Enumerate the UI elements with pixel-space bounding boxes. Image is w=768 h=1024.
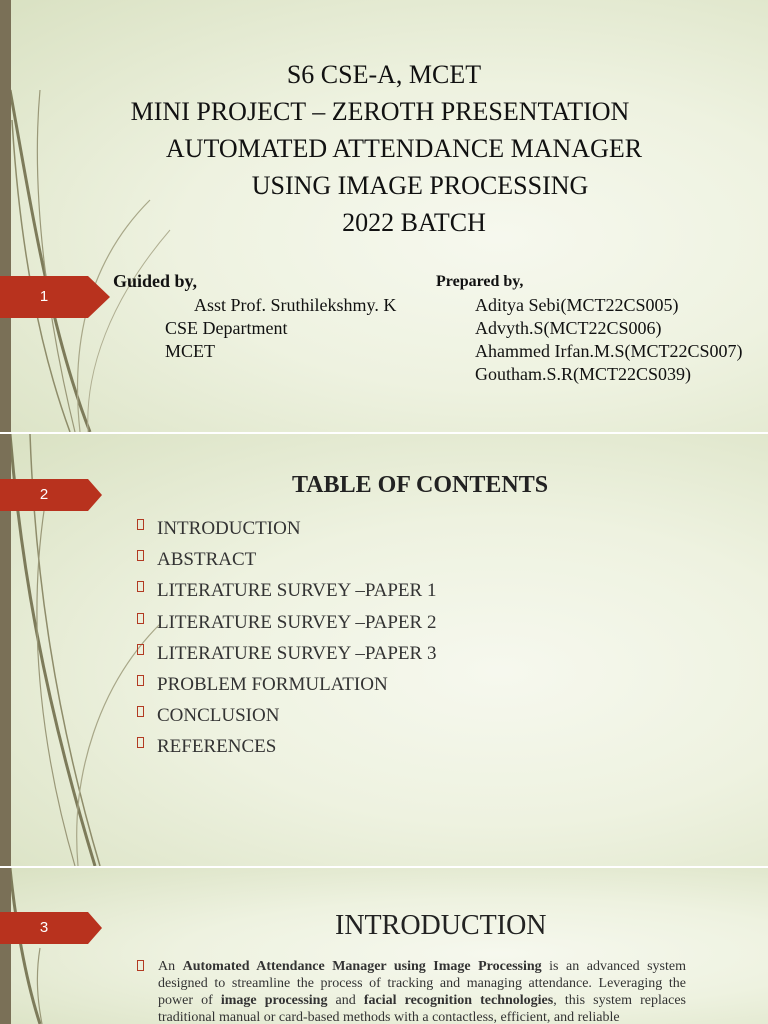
toc-item: LITERATURE SURVEY –PAPER 1 (135, 580, 436, 611)
toc-item: LITERATURE SURVEY –PAPER 3 (135, 643, 436, 674)
member-3: Ahammed Irfan.M.S(MCT22CS007) (475, 341, 743, 361)
bullet-icon (137, 706, 144, 717)
guide-college: MCET (165, 341, 216, 361)
title-line-5: 2022 BATCH (342, 208, 486, 237)
bullet-icon (137, 550, 144, 561)
toc-item: REFERENCES (135, 736, 436, 767)
toc-list (135, 518, 436, 768)
member-4: Goutham.S.R(MCT22CS039) (475, 364, 692, 384)
bullet-icon (137, 644, 144, 655)
slide-number-badge (0, 276, 110, 318)
toc-item: LITERATURE SURVEY –PAPER 2 (135, 612, 436, 643)
slide-number: 3 (39, 919, 49, 936)
member-1: Aditya Sebi(MCT22CS005) (475, 295, 679, 315)
bullet-icon (137, 519, 144, 530)
toc-item: INTRODUCTION (135, 518, 436, 549)
intro-title: INTRODUCTION (335, 910, 547, 941)
slide-number-badge (0, 474, 110, 516)
slide-2[interactable] (0, 434, 768, 866)
bullet-icon (137, 581, 144, 592)
slide-3[interactable] (0, 868, 768, 1024)
title-line-4: USING IMAGE PROCESSING (251, 171, 589, 200)
prepared-by-heading: Prepared by, (436, 273, 524, 290)
bullet-icon (137, 737, 144, 748)
slide-1[interactable] (0, 0, 768, 432)
toc-item: ABSTRACT (135, 549, 436, 580)
guided-by-heading: Guided by, (113, 271, 198, 291)
bullet-icon (137, 960, 144, 971)
member-2: Advyth.S(MCT22CS006) (475, 318, 662, 338)
slide-number-badge (0, 907, 110, 949)
title-line-2: MINI PROJECT – ZEROTH PRESENTATION (130, 97, 630, 126)
intro-paragraph: An Automated Attendance Manager using Image Processing is an advanced system designed to streamline the process of tracking and managing attendance. Leveraging the power of image processing and facial recognition technologies, this system replaces traditional manual or card-based methods with a contactless, efficient, and reliable (158, 959, 686, 1024)
toc-item: PROBLEM FORMULATION (135, 674, 436, 705)
title-line-1: S6 CSE-A, MCET (286, 60, 482, 89)
slide-number: 1 (39, 288, 49, 305)
bullet-icon (137, 613, 144, 624)
title-line-3: AUTOMATED ATTENDANCE MANAGER (165, 134, 643, 163)
toc-item: CONCLUSION (135, 705, 436, 736)
guide-name: Asst Prof. Sruthilekshmy. K (194, 295, 397, 315)
guide-department: CSE Department (165, 318, 288, 338)
bullet-icon (137, 675, 144, 686)
slide-number: 2 (39, 486, 49, 503)
toc-title: TABLE OF CONTENTS (292, 472, 549, 498)
